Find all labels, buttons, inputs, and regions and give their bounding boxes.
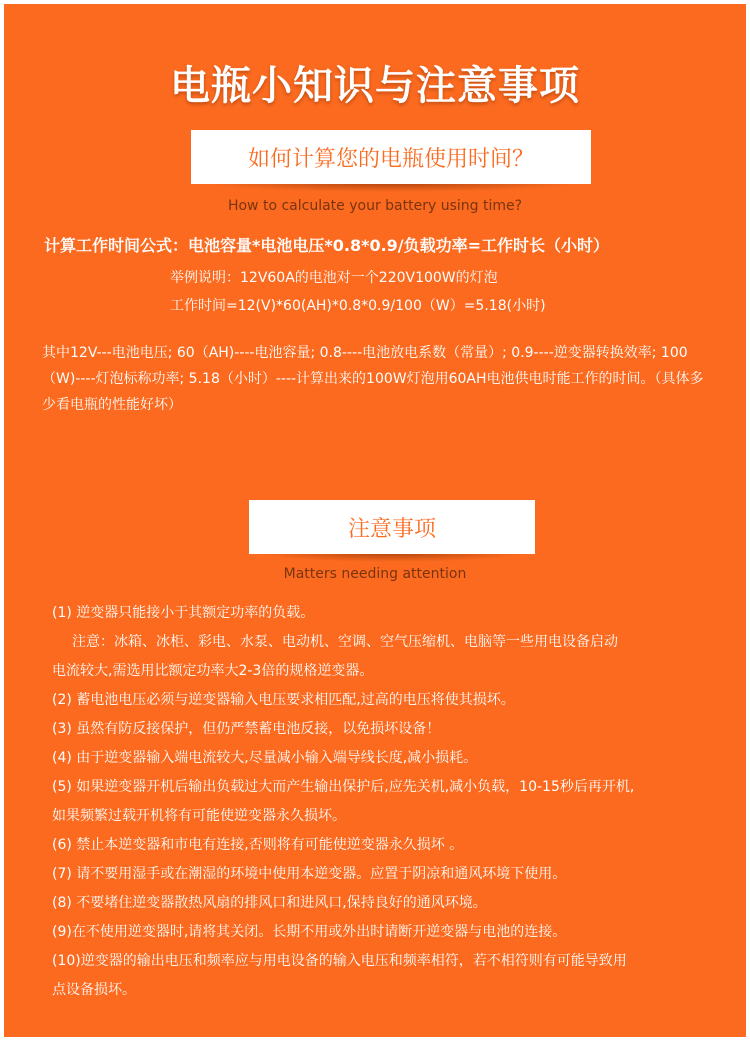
note-line: (8) 不要堵住逆变器散热风扇的排风口和进风口,保持良好的通风环境。 <box>52 895 487 911</box>
formula-text: 计算工作时间公式：电池容量*电池电压*0.8*0.9/负载功率=工作时长（小时） <box>44 236 610 255</box>
example-line-2: 工作时间=12(V)*60(AH)*0.8*0.9/100（W）=5.18(小时) <box>170 298 546 314</box>
example-line-1: 举例说明：12V60A的电池对一个220V100W的灯泡 <box>170 270 498 286</box>
note-line: (7) 请不要用湿手或在潮湿的环境中使用本逆变器。应置于阴凉和通风环境下使用。 <box>52 866 567 882</box>
note-line: (4) 由于逆变器输入端电流较大,尽量减小输入端导线长度,减小损耗。 <box>52 750 478 766</box>
note-line: (2) 蓄电池电压必须与逆变器输入电压要求相匹配,过高的电压将使其损坏。 <box>52 692 515 708</box>
page-title: 电瓶小知识与注意事项 <box>170 63 580 109</box>
content-panel <box>4 4 746 1037</box>
section2-heading-box <box>249 500 535 554</box>
section2-heading: 注意事项 <box>249 500 535 554</box>
section1-heading-box <box>191 130 591 184</box>
section2-subtitle-en: Matters needing attention <box>283 566 467 582</box>
note-line: (3) 虽然有防反接保护，但仍严禁蓄电池反接，以免损坏设备！ <box>52 721 441 737</box>
note-line: (10)逆变器的输出电压和频率应与用电设备的输入电压和频率相符，若不相符则有可能导致用 <box>52 953 627 969</box>
note-line: 注意：冰箱、冰柜、彩电、水泵、电动机、空调、空气压缩机、电脑等一些用电设备启动 <box>72 634 618 650</box>
note-line: (9)在不使用逆变器时,请将其关闭。长期不用或外出时请断开逆变器与电池的连接。 <box>52 924 567 940</box>
notes-list <box>52 599 722 1005</box>
note-line: 点设备损坏。 <box>52 982 136 998</box>
note-line: (1) 逆变器只能接小于其额定功率的负载。 <box>52 605 315 621</box>
explanation-paragraph: 其中12V---电池电压; 60（AH)----电池容量; 0.8----电池放电系数（常量）; 0.9----逆变器转换效率; 100（W)----灯泡标称功率; 5.18（小时）----计算出来的100W灯泡用60AH电池供电时能工作的时间。（具体多少看电瓶的性能好坏） <box>42 345 704 413</box>
note-line: (5) 如果逆变器开机后输出负载过大而产生输出保护后,应先关机,减小负载，10-15秒后再开机, <box>52 779 635 795</box>
section1-heading: 如何计算您的电瓶使用时间？ <box>191 130 591 184</box>
section1-subtitle-en: How to calculate your battery using time? <box>227 198 523 214</box>
note-line: (6) 禁止本逆变器和市电有连接,否则将有可能使逆变器永久损坏 。 <box>52 837 464 853</box>
note-line: 如果频繁过载开机将有可能使逆变器永久损坏。 <box>52 808 346 824</box>
note-line: 电流较大,需选用比额定功率大2-3倍的规格逆变器。 <box>52 663 374 679</box>
